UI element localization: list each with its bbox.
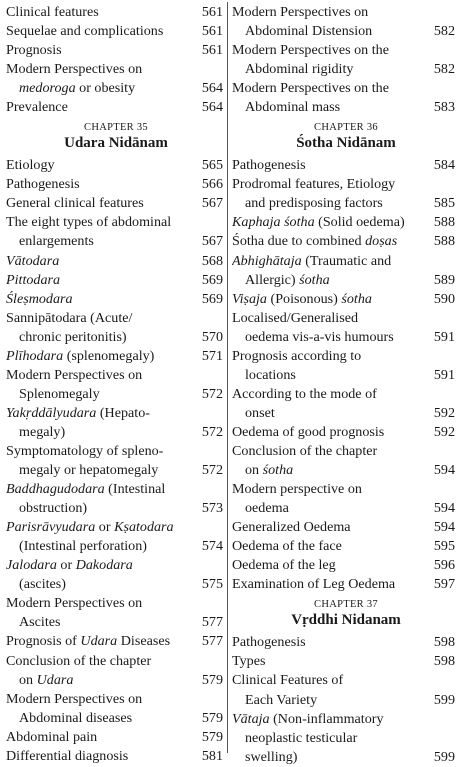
toc-entry-title: Sequelae and complications <box>6 23 164 40</box>
toc-entry[interactable] <box>6 747 226 766</box>
toc-entry-title: Localised/Generalised oedema vis-a-vis humours <box>232 309 394 345</box>
toc-entry-title: Conclusion of the chapter on śotha <box>232 442 378 479</box>
toc-entry-title: Pittodara <box>6 271 61 288</box>
toc-entry-page: 574 <box>201 538 223 555</box>
toc-entry[interactable] <box>232 309 460 347</box>
toc-entry-title: Prognosis <box>6 42 62 59</box>
toc-entry[interactable] <box>6 271 226 290</box>
toc-entry-page: 565 <box>201 157 223 174</box>
toc-column-right <box>228 0 460 765</box>
toc-entry-title: Prognosis of Udara Diseases <box>6 633 171 650</box>
toc-entry[interactable] <box>6 728 226 747</box>
toc-entry-page: 592 <box>433 404 455 421</box>
toc-entry-page: 561 <box>201 42 223 59</box>
toc-entry[interactable] <box>6 366 226 404</box>
toc-entry-page: 566 <box>201 176 223 193</box>
toc-entry-page: 589 <box>433 271 455 288</box>
toc-entry-page: 579 <box>201 728 223 745</box>
toc-entry-title: Conclusion of the chapter on Udara <box>6 652 152 688</box>
toc-entry[interactable] <box>232 347 460 385</box>
toc-entry[interactable] <box>6 690 226 728</box>
toc-entries-right <box>232 3 460 767</box>
toc-entry[interactable] <box>232 3 460 41</box>
toc-entry-title: Pathogenesis <box>6 176 80 193</box>
toc-entry-title: Abhighātaja (Traumatic and Allergic) śotha <box>232 252 392 288</box>
toc-entry-page: 569 <box>201 290 223 307</box>
toc-entry-page: 577 <box>201 633 223 650</box>
toc-column-left <box>0 0 226 764</box>
toc-entry[interactable] <box>6 556 226 594</box>
toc-entry[interactable] <box>232 480 460 518</box>
toc-entry-title: Types <box>232 653 266 670</box>
toc-entry-page: 596 <box>433 557 455 574</box>
toc-entry-page: 572 <box>201 462 223 479</box>
toc-entry-page: 590 <box>433 290 455 307</box>
toc-entry[interactable] <box>232 385 460 423</box>
toc-entry-page: 561 <box>201 23 223 40</box>
toc-entry-page: 598 <box>433 653 455 670</box>
toc-entry[interactable] <box>6 213 226 251</box>
toc-entry-page: 594 <box>433 519 455 536</box>
toc-entry[interactable] <box>6 594 226 632</box>
toc-entry-page: 599 <box>433 691 455 708</box>
toc-entry-page: 582 <box>433 23 455 40</box>
toc-entry[interactable] <box>232 556 460 575</box>
chapter-label: CHAPTER 36 <box>314 122 378 134</box>
toc-entry-title: According to the mode of onset <box>232 385 377 421</box>
toc-entry[interactable] <box>232 156 460 175</box>
toc-entry-title: Modern Perspectives on the Abdominal rigidity <box>232 42 389 78</box>
toc-entry[interactable] <box>6 156 226 175</box>
toc-entry-title: Śleṣmodara <box>6 290 73 307</box>
toc-entry[interactable] <box>6 98 226 117</box>
toc-entry-page: 567 <box>201 233 223 250</box>
toc-entry-title: Jalodara or Dakodara (ascites) <box>6 557 133 593</box>
toc-entry[interactable] <box>6 404 226 442</box>
toc-entry[interactable] <box>232 252 460 290</box>
toc-entry[interactable] <box>6 518 226 556</box>
toc-entry[interactable] <box>232 652 460 671</box>
toc-entry-page: 577 <box>201 614 223 631</box>
toc-entry-page: 592 <box>433 423 455 440</box>
toc-entry[interactable] <box>232 671 460 709</box>
toc-entry-title: Kaphaja śotha (Solid oedema) <box>232 214 405 231</box>
toc-entry-page: 564 <box>201 80 223 97</box>
toc-entry-page: 588 <box>433 214 455 231</box>
toc-entry-title: Etiology <box>6 157 55 174</box>
toc-entry-page: 598 <box>433 634 455 651</box>
toc-entry-page: 567 <box>201 195 223 212</box>
toc-entry[interactable] <box>6 652 226 690</box>
toc-entry-page: 575 <box>201 576 223 593</box>
toc-entry-title: Modern Perspectives on Splenomegaly <box>6 366 143 402</box>
toc-entry-title: Oedema of good prognosis <box>232 423 385 440</box>
toc-entry-page: 568 <box>201 252 223 269</box>
chapter-title: Vṛddhi Nidanam <box>291 612 401 629</box>
toc-entry[interactable] <box>6 3 226 22</box>
toc-entry-page: 588 <box>433 233 455 250</box>
toc-entry[interactable] <box>6 347 226 366</box>
toc-entry-title: Generalized Oedema <box>232 519 351 536</box>
toc-entry-title: Yakṛddālyudara (Hepato- megaly) <box>6 404 150 440</box>
toc-entry-title: Clinical Features of Each Variety <box>232 672 344 708</box>
toc-entry[interactable] <box>232 442 460 480</box>
toc-entry-page: 571 <box>201 347 223 364</box>
chapter-label: CHAPTER 37 <box>314 599 378 611</box>
toc-entry-page: 569 <box>201 271 223 288</box>
toc-entry-title: Abdominal pain <box>6 728 98 745</box>
toc-entry-title: Śotha due to combined doṣas <box>232 233 398 250</box>
toc-entry-page: 591 <box>433 328 455 345</box>
toc-entry-title: Symptomatology of spleno- megaly or hepatomegaly <box>6 442 164 479</box>
toc-entry-title: Modern Perspectives on Ascites <box>6 595 143 631</box>
toc-entry[interactable] <box>232 290 460 309</box>
toc-entry-title: Sannipātodara (Acute/ chronic peritonitis) <box>6 309 133 345</box>
toc-entry-title: Modern Perspectives on Abdominal diseases <box>6 690 143 726</box>
toc-entry-title: Pathogenesis <box>232 157 306 174</box>
toc-entry[interactable] <box>232 41 460 79</box>
toc-entry-page: 561 <box>201 4 223 20</box>
toc-entry-title: Differential diagnosis <box>6 747 129 764</box>
toc-entry-page: 595 <box>433 538 455 555</box>
toc-entry-title: Modern Perspectives on the Abdominal mass <box>232 80 389 116</box>
toc-entry-title: Clinical features <box>6 4 99 20</box>
toc-entry[interactable] <box>6 442 226 480</box>
toc-entry-page: 583 <box>433 99 455 116</box>
toc-entry-page: 581 <box>201 747 223 764</box>
toc-entry[interactable] <box>6 480 226 518</box>
toc-entry-title: Baddhagudodara (Intestinal obstruction) <box>6 481 166 517</box>
toc-entry-page: 582 <box>433 61 455 78</box>
toc-entry-page: 572 <box>201 423 223 440</box>
toc-entry-title: Parisrāvyudara or Kṣatodara (Intestinal perforation) <box>6 519 174 555</box>
toc-entry-title: Plīhodara (splenomegaly) <box>6 347 155 364</box>
toc-entry[interactable] <box>232 175 460 213</box>
toc-entry-title: Vātodara <box>6 252 60 269</box>
toc-entry-title: Modern perspective on oedema <box>232 481 362 517</box>
toc-entry-title: Prevalence <box>6 99 68 116</box>
toc-entry[interactable] <box>6 632 226 651</box>
toc-entry-page: 594 <box>433 500 455 517</box>
toc-entry-page: 584 <box>433 157 455 174</box>
toc-entry-title: Prognosis according to locations <box>232 347 362 383</box>
toc-entry-title: The eight types of abdominal enlargements <box>6 214 172 250</box>
chapter-label: CHAPTER 35 <box>84 122 148 134</box>
toc-entry-title: Oedema of the leg <box>232 557 336 574</box>
toc-entry-page: 597 <box>433 576 455 593</box>
toc-entry[interactable] <box>6 22 226 41</box>
toc-entry[interactable] <box>232 537 460 556</box>
toc-entry-title: Pathogenesis <box>232 634 306 651</box>
toc-entry[interactable] <box>6 41 226 60</box>
toc-entry-page: 579 <box>201 709 223 726</box>
toc-entry[interactable] <box>232 633 460 652</box>
chapter-title: Udara Nidānam <box>64 135 168 152</box>
toc-entry[interactable] <box>6 290 226 309</box>
toc-entry[interactable] <box>232 232 460 251</box>
toc-entry-title: Modern Perspectives on Abdominal Distension <box>232 4 373 40</box>
toc-entry-title: General clinical features <box>6 195 144 212</box>
chapter-title: Śotha Nidānam <box>296 135 396 152</box>
toc-entry[interactable] <box>232 518 460 537</box>
toc-entry-page: 599 <box>433 748 455 765</box>
toc-entry-page: 572 <box>201 385 223 402</box>
toc-entry-page: 564 <box>201 99 223 116</box>
toc-entry[interactable] <box>6 194 226 213</box>
toc-entry-page: 573 <box>201 500 223 517</box>
toc-entry-title: Viṣaja (Poisonous) śotha <box>232 290 372 307</box>
toc-entry-title: Examination of Leg Oedema <box>232 576 396 593</box>
toc-entry-page: 594 <box>433 462 455 479</box>
toc-entry[interactable] <box>6 60 226 98</box>
toc-entry[interactable] <box>6 309 226 347</box>
toc-entry[interactable] <box>6 175 226 194</box>
toc-entry-title: Prodromal features, Etiology and predisposing factors <box>232 176 396 212</box>
toc-entry-page: 579 <box>201 671 223 688</box>
toc-entry-title: Modern Perspectives on medoroga or obesity <box>6 61 143 97</box>
toc-entry[interactable] <box>232 423 460 442</box>
toc-entry[interactable] <box>232 575 460 594</box>
toc-entries-left <box>6 3 226 766</box>
toc-entry[interactable] <box>232 79 460 117</box>
toc-entry-title: Oedema of the face <box>232 538 342 555</box>
toc-entry[interactable] <box>6 252 226 271</box>
toc-entry-title: Vātaja (Non-inflammatory neoplastic testicular swelling) <box>232 710 384 765</box>
toc-entry-page: 591 <box>433 366 455 383</box>
toc-entry-page: 585 <box>433 195 455 212</box>
toc-entry[interactable] <box>232 710 460 767</box>
toc-entry-page: 570 <box>201 328 223 345</box>
toc-entry[interactable] <box>232 213 460 232</box>
